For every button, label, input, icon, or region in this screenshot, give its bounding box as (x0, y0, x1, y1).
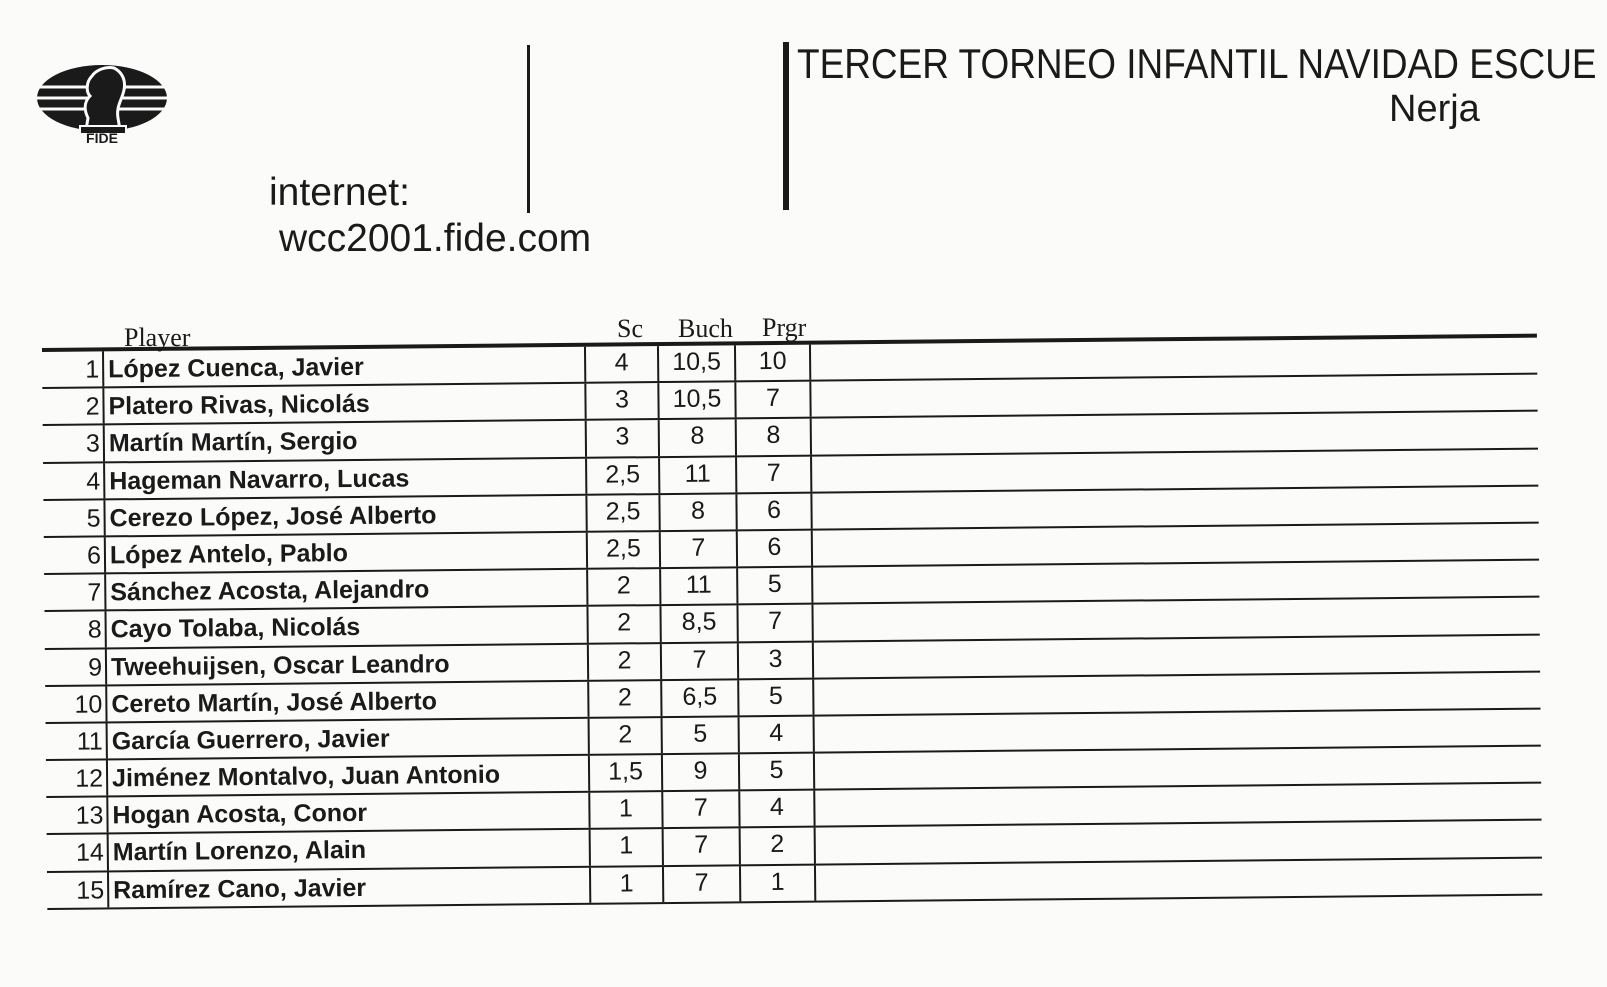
player-rank: 3 (85, 429, 101, 458)
score-cell: 2 (588, 718, 661, 754)
standings-table (42, 338, 1542, 910)
buchholz-cell: 8 (658, 420, 735, 456)
progressive-cell: 6 (735, 493, 812, 529)
player-name: Platero Rivas, Nicolás (102, 384, 584, 424)
progressive-cell: 3 (737, 642, 814, 678)
progressive-cell: 6 (736, 531, 813, 567)
progressive-cell: 5 (738, 754, 815, 790)
buchholz-cell: 11 (659, 568, 736, 604)
player-name: Hogan Acosta, Conor (106, 793, 588, 833)
score-cell: 2 (587, 681, 660, 717)
empty-cell (815, 784, 1541, 826)
player-rank: 5 (86, 504, 101, 533)
score-cell: 3 (584, 383, 657, 419)
player-rank: 12 (75, 764, 104, 793)
buchholz-cell: 7 (661, 792, 738, 828)
buchholz-cell: 7 (660, 643, 737, 679)
player-rank: 10 (74, 690, 103, 719)
player-rank: 4 (86, 467, 101, 496)
empty-cell (815, 710, 1541, 752)
player-rank: 9 (87, 652, 103, 682)
player-name: Cereto Martín, José Alberto (105, 681, 587, 721)
player-rank: 7 (87, 578, 102, 607)
player-name: Cerezo López, José Alberto (103, 496, 585, 536)
buchholz-cell: 11 (658, 457, 735, 493)
empty-cell (811, 338, 1537, 380)
player-rank: 6 (86, 541, 102, 570)
player-name: Martín Martín, Sergio (103, 421, 585, 461)
column-header-sc: Sc (617, 314, 643, 343)
progressive-cell: 4 (738, 791, 815, 827)
fide-logo (34, 52, 170, 144)
progressive-cell: 7 (736, 605, 813, 641)
empty-cell (812, 449, 1538, 491)
player-rank: 1 (85, 355, 100, 384)
progressive-cell: 7 (735, 456, 812, 492)
fide-logo-text: FIDE (86, 130, 118, 146)
progressive-cell: 5 (736, 568, 813, 604)
score-cell: 2 (586, 569, 659, 605)
player-name: Hageman Navarro, Lucas (103, 458, 585, 498)
progressive-cell: 10 (734, 345, 811, 381)
progressive-cell: 8 (735, 419, 812, 455)
empty-cell (816, 858, 1542, 900)
progressive-cell: 5 (737, 679, 814, 715)
buchholz-cell: 9 (661, 754, 738, 790)
buchholz-cell: 7 (659, 531, 736, 567)
player-rank: 11 (76, 727, 103, 756)
empty-cell (815, 747, 1541, 789)
tournament-title: TERCER TORNEO INFANTIL NAVIDAD ESCUE (797, 40, 1597, 87)
tournament-city: Nerja (1389, 88, 1480, 130)
empty-cell (813, 561, 1539, 603)
column-header-player: Player (124, 323, 191, 352)
buchholz-cell: 10,5 (657, 345, 734, 381)
player-name: Ramírez Cano, Javier (107, 867, 589, 907)
player-name: García Guerrero, Javier (106, 719, 588, 759)
player-name: López Cuenca, Javier (102, 347, 584, 387)
column-header-prgr: Prgr (762, 313, 807, 342)
column-header-buch: Buch (678, 314, 733, 343)
empty-cell (814, 672, 1540, 714)
empty-cell (812, 412, 1538, 454)
player-name: López Antelo, Pablo (104, 533, 586, 573)
empty-cell (814, 635, 1540, 677)
progressive-cell: 4 (738, 716, 815, 752)
buchholz-cell: 5 (661, 717, 738, 753)
player-name: Sánchez Acosta, Alejandro (104, 570, 586, 610)
player-name: Jiménez Montalvo, Juan Antonio (106, 756, 588, 796)
empty-cell (813, 524, 1539, 566)
score-cell: 1 (588, 792, 661, 828)
empty-cell (811, 375, 1537, 417)
score-cell: 2,5 (585, 495, 658, 531)
score-cell: 1,5 (588, 755, 661, 791)
score-cell: 2 (587, 644, 660, 680)
player-rank: 14 (75, 838, 104, 868)
empty-cell (813, 598, 1539, 640)
buchholz-cell: 7 (662, 866, 739, 902)
empty-cell (816, 821, 1542, 863)
progressive-cell: 2 (739, 828, 816, 864)
player-rank: 2 (85, 392, 100, 421)
buchholz-cell: 10,5 (657, 383, 734, 419)
buchholz-cell: 7 (662, 829, 739, 865)
player-name: Tweehuijsen, Oscar Leandro (105, 644, 587, 684)
internet-block (269, 170, 591, 262)
score-cell: 2 (586, 606, 659, 642)
score-cell: 2,5 (586, 532, 659, 568)
score-cell: 2,5 (585, 458, 658, 494)
score-cell: 1 (589, 867, 662, 903)
buchholz-cell: 8,5 (659, 606, 736, 642)
score-cell: 4 (584, 346, 657, 382)
player-rank: 15 (76, 876, 105, 905)
progressive-cell: 7 (734, 382, 811, 418)
buchholz-cell: 6,5 (660, 680, 737, 716)
score-cell: 1 (589, 830, 662, 866)
internet-url: wcc2001.fide.com (279, 217, 592, 260)
internet-label: internet: (269, 171, 410, 214)
player-rank: 8 (87, 615, 102, 644)
empty-cell (812, 486, 1538, 528)
player-name: Cayo Tolaba, Nicolás (104, 607, 586, 647)
player-rank: 13 (75, 801, 104, 830)
progressive-cell: 1 (739, 865, 816, 901)
player-name: Martín Lorenzo, Alain (107, 830, 589, 870)
score-cell: 3 (585, 420, 658, 456)
buchholz-cell: 8 (658, 494, 735, 530)
title-bar (783, 42, 789, 210)
